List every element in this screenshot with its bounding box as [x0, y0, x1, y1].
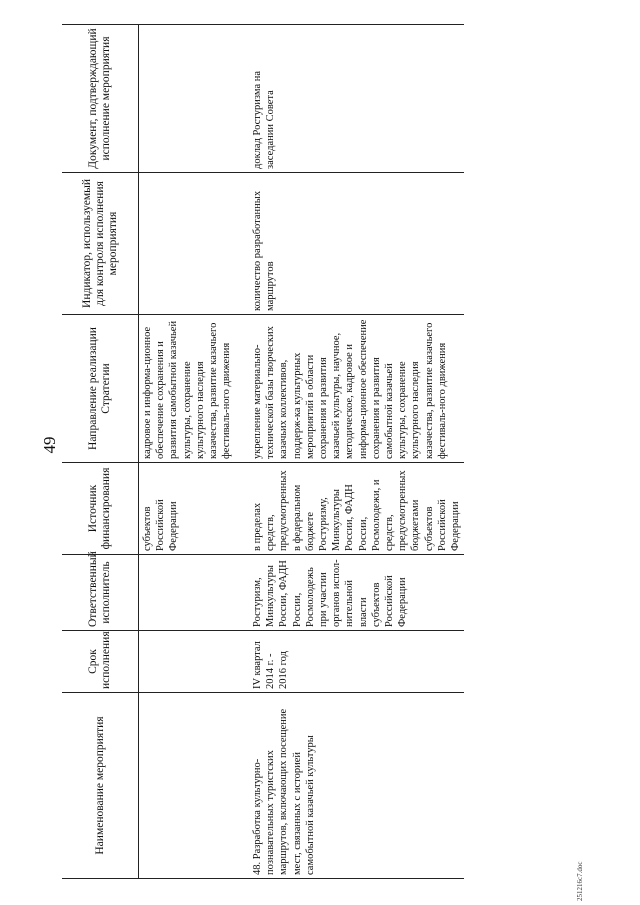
cell-empty [139, 555, 250, 631]
cell-name [249, 693, 464, 879]
table-row [249, 25, 464, 879]
cell-direction: укрепление материально-технической базы творческих казачьих коллективов, поддерж-ка культурных мероприятий в области сохранения и развития казачьей культуры, научное, методическое, кадровое и информа-ционное обеспечение сохранения и развития самобытной казачьей культуры, сохранение культурного наследия казачества, развитие казачьего фестиваль-ного движения [249, 315, 464, 463]
table-header-row [62, 25, 139, 879]
header-indicator: Индикатор, используемый для контроля исполнения мероприятия [62, 173, 139, 315]
cell-direction: кадровое и информа-ционное обеспечение сохранения и развития самобытной казачьей культуры, сохранение культурного наследия казачества, развитие казачьего фестиваль-ного движения [139, 315, 250, 463]
row-name: Разработка культурно-познавательных туристских маршрутов, включающих посещение мест, связанных с историей самобытной казачьей культуры [252, 708, 316, 875]
header-executor: Ответственный исполнитель [62, 555, 139, 631]
cell-empty [139, 631, 250, 693]
cell-executor: Ростуризм, Минкультуры России, ФАДН России, Росмолодежь при участии органов испол-нительной власти субъектов Российской Федерации [249, 555, 464, 631]
cell-indicator: количество разработанных маршрутов [249, 173, 464, 315]
cell-empty [139, 25, 250, 173]
cell-empty [139, 173, 250, 315]
cell-document: доклад Ростуризма на заседании Совета [249, 25, 464, 173]
header-direction: Направление реализации Стратегии [62, 315, 139, 463]
document-code: 251216c7.doc [576, 861, 584, 901]
cell-source: в пределах средств, предусмотренных в федеральном бюджете Ростуризму, Минкультуры России, ФАДН России, Росмолодежи, и средств, предусмотренных бюджетами субъектов Российской Федерации [249, 463, 464, 555]
measures-table [62, 24, 464, 879]
cell-term: IV квартал 2014 г. - 2016 год [249, 631, 464, 693]
table-row [139, 25, 250, 879]
cell-source: субъектов Российской Федерации [139, 463, 250, 555]
page-number: 49 [40, 436, 59, 454]
header-term: Срок исполнения [62, 631, 139, 693]
cell-empty [139, 693, 250, 879]
header-source: Источник финансирования [62, 463, 139, 555]
row-number: 48. [252, 861, 263, 875]
header-name: Наименование мероприятия [62, 693, 139, 879]
header-document: Документ, подтверждающий исполнение мероприятия [62, 25, 139, 173]
